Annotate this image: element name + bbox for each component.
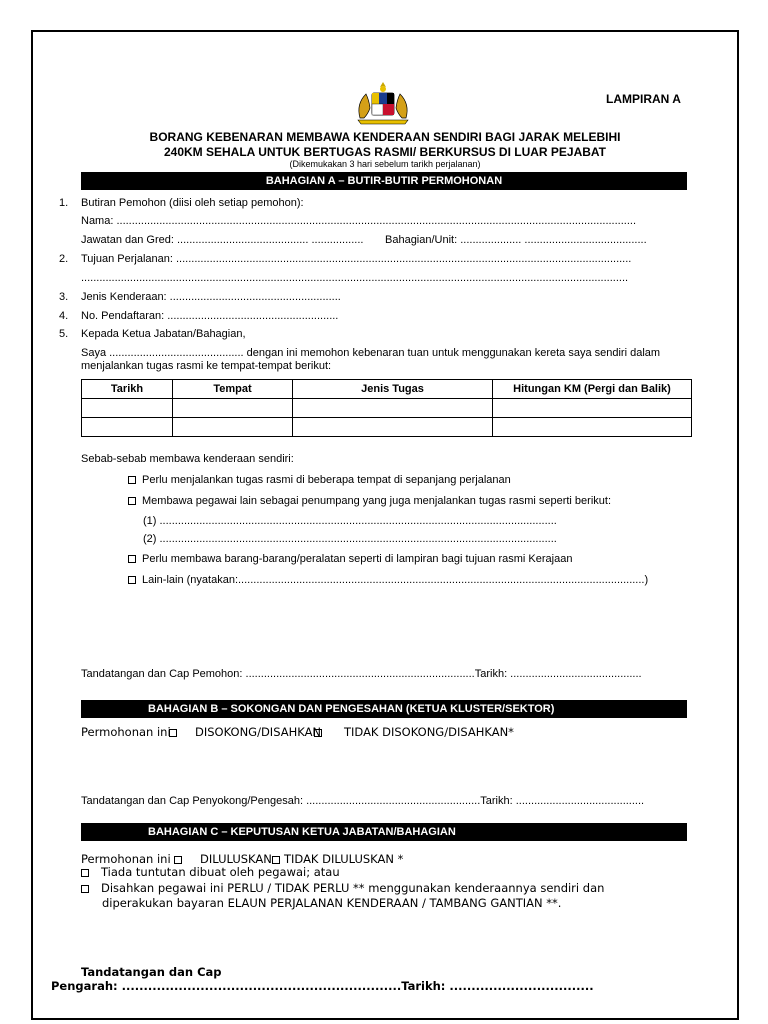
option-tiada-tuntutan[interactable] — [81, 865, 340, 879]
saya-statement-line2: menjalankan tugas rasmi ke tempat-tempat berikut: — [81, 360, 332, 372]
checkbox-icon[interactable] — [314, 729, 322, 737]
item-2-number: 2. — [59, 253, 69, 265]
diluluskan-label: DILULUSKAN — [200, 852, 272, 866]
item-1-number: 1. — [59, 197, 69, 209]
pemohon-signature-line[interactable]: Tandatangan dan Cap Pemohon: ...........................................................................Tarikh: ........................................... — [81, 668, 642, 680]
column-header-jenis-tugas: Jenis Tugas — [293, 380, 493, 399]
table-cell[interactable] — [493, 399, 692, 418]
pengarah-signature-line[interactable]: Pengarah: ................................................................Tarikh: ................................. — [51, 979, 594, 993]
form-title-line2: 240KM SEHALA UNTUK BERTUGAS RASMI/ BERKURSUS DI LUAR PEJABAT — [163, 145, 607, 159]
diluluskan-option[interactable] — [174, 852, 272, 866]
table-cell[interactable] — [173, 418, 293, 437]
jenis-kenderaan-field[interactable]: Jenis Kenderaan: ........................................................ — [81, 291, 341, 303]
option-disahkan[interactable] — [81, 881, 604, 895]
table-row — [82, 418, 692, 437]
table-row — [82, 399, 692, 418]
column-header-tempat: Tempat — [173, 380, 293, 399]
checkbox-icon[interactable] — [174, 856, 182, 864]
checkbox-icon[interactable] — [128, 476, 136, 484]
table-cell[interactable] — [493, 418, 692, 437]
lampiran-label: LAMPIRAN A — [606, 92, 681, 106]
disahkan-label-line1: Disahkan pegawai ini PERLU / TIDAK PERLU ** menggunakan kenderaannya sendiri dan — [101, 881, 605, 895]
column-header-tarikh: Tarikh — [82, 380, 173, 399]
checkbox-icon[interactable] — [128, 555, 136, 563]
reason-1-option[interactable] — [128, 474, 511, 486]
section-b-title: BAHAGIAN B – SOKONGAN DAN PENGESAHAN (KETUA KLUSTER/SEKTOR) — [148, 703, 555, 715]
reason-2-passenger-1[interactable]: (1) .................................................................................................................................. — [143, 515, 557, 527]
table-cell[interactable] — [82, 399, 173, 418]
reason-4-label: Lain-lain (nyatakan:.....................................................................................................................................) — [142, 574, 649, 586]
jawatan-gred-field[interactable]: Jawatan dan Gred: ........................................... ................. — [81, 234, 364, 246]
reason-3-option[interactable] — [128, 553, 572, 565]
nama-field[interactable]: Nama: .......................................................................................................................................................................... — [81, 215, 637, 227]
column-header-hitungan-km: Hitungan KM (Pergi dan Balik) — [493, 380, 692, 399]
tujuan-perjalanan-field[interactable]: Tujuan Perjalanan: ..................................................................................................................................................... — [81, 253, 632, 265]
item-5-number: 5. — [59, 328, 69, 340]
saya-statement-line1[interactable]: Saya ............................................ dengan ini memohon kebenaran tuan untuk menggunakan kereta saya sendiri dalam — [81, 347, 661, 359]
tidak-disokong-label: TIDAK DISOKONG/DISAHKAN* — [344, 725, 514, 739]
penyokong-signature-line[interactable]: Tandatangan dan Cap Penyokong/Pengesah: .........................................................Tarikh: .......................................... — [81, 795, 645, 807]
tidak-disokong-option[interactable] — [314, 725, 514, 739]
checkbox-icon[interactable] — [169, 729, 177, 737]
item-1-label: Butiran Pemohon (diisi oleh setiap pemohon): — [81, 197, 304, 209]
bahagian-unit-field[interactable]: Bahagian/Unit: .................... ........................................ — [385, 234, 647, 246]
reasons-title: Sebab-sebab membawa kenderaan sendiri: — [81, 453, 294, 465]
table-cell[interactable] — [173, 399, 293, 418]
pengarah-signature-label: Tandatangan dan Cap — [81, 965, 222, 979]
item-5-label: Kepada Ketua Jabatan/Bahagian, — [81, 328, 246, 340]
tujuan-perjalanan-continuation[interactable]: ................................................................................................................................................................................... — [81, 272, 629, 284]
trip-table — [81, 379, 692, 437]
reason-2-option[interactable] — [128, 495, 611, 507]
section-a-header: BAHAGIAN A – BUTIR-BUTIR PERMOHONAN — [81, 172, 687, 190]
no-pendaftaran-field[interactable]: No. Pendaftaran: ........................................................ — [81, 310, 339, 322]
reason-2-label: Membawa pegawai lain sebagai penumpang yang juga menjalankan tugas rasmi seperti berikut: — [142, 495, 612, 507]
checkbox-icon[interactable] — [81, 885, 89, 893]
form-title-line1: BORANG KEBENARAN MEMBAWA KENDERAAN SENDIRI BAGI JARAK MELEBIHI — [149, 130, 621, 144]
disokong-option[interactable] — [169, 725, 321, 739]
section-c-permohonan-label: Permohonan ini — [81, 852, 171, 866]
item-3-number: 3. — [59, 291, 69, 303]
section-b-header — [81, 700, 687, 718]
reason-1-label: Perlu menjalankan tugas rasmi di beberapa tempat di sepanjang perjalanan — [142, 474, 511, 486]
coat-of-arms-icon — [352, 80, 414, 126]
tiada-tuntutan-label: Tiada tuntutan dibuat oleh pegawai; atau — [101, 865, 340, 879]
table-cell[interactable] — [293, 418, 493, 437]
disokong-label: DISOKONG/DISAHKAN — [195, 725, 322, 739]
checkbox-icon[interactable] — [128, 576, 136, 584]
form-subtitle: (Dikemukakan 3 hari sebelum tarikh perjalanan) — [289, 159, 481, 169]
section-c-header — [81, 823, 687, 841]
section-b-permohonan-label: Permohonan ini — [81, 725, 171, 739]
table-cell[interactable] — [82, 418, 173, 437]
checkbox-icon[interactable] — [128, 497, 136, 505]
table-cell[interactable] — [293, 399, 493, 418]
checkbox-icon[interactable] — [272, 856, 280, 864]
table-header-row — [82, 380, 692, 399]
disahkan-label-line2: diperakukan bayaran ELAUN PERJALANAN KENDERAAN / TAMBANG GANTIAN **. — [102, 896, 562, 910]
reason-3-label: Perlu membawa barang-barang/peralatan seperti di lampiran bagi tujuan rasmi Kerajaan — [142, 553, 573, 565]
tidak-diluluskan-label: TIDAK DILULUSKAN * — [284, 852, 404, 866]
item-4-number: 4. — [59, 310, 69, 322]
tidak-diluluskan-option[interactable] — [272, 852, 403, 866]
reason-2-passenger-2[interactable]: (2) .................................................................................................................................. — [143, 533, 557, 545]
section-c-title: BAHAGIAN C – KEPUTUSAN KETUA JABATAN/BAHAGIAN — [148, 826, 456, 838]
checkbox-icon[interactable] — [81, 869, 89, 877]
reason-4-option[interactable] — [128, 574, 648, 586]
